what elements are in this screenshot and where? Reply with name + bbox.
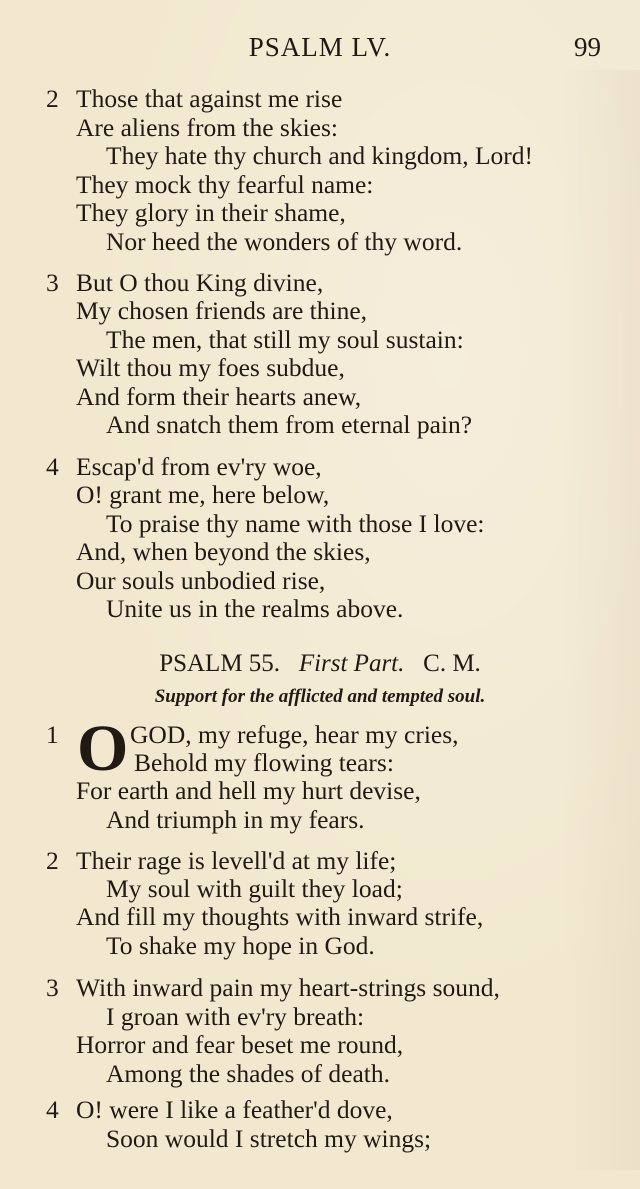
verse-line: Our souls unbodied rise, xyxy=(76,566,326,595)
verse-line: Wilt thou my foes subdue, xyxy=(76,353,345,382)
verse-line: Behold my flowing tears: xyxy=(134,748,394,777)
verse-line: Those that against me rise xyxy=(76,84,343,113)
verse-line: To praise thy name with those I love: xyxy=(106,509,485,538)
verse-line: O! grant me, here below, xyxy=(76,480,330,509)
verse-line: The men, that still my soul sustain: xyxy=(106,325,464,354)
verse-line: With inward pain my heart-strings sound, xyxy=(76,973,500,1002)
verse-line: They mock thy fearful name: xyxy=(76,170,374,199)
verse-line: Nor heed the wonders of thy word. xyxy=(106,227,463,256)
stanza-number: 2 xyxy=(46,84,59,113)
verse-line: And snatch them from eternal pain? xyxy=(106,410,473,439)
verse-line: And, when beyond the skies, xyxy=(76,537,371,566)
running-title: PSALM LV. xyxy=(248,32,392,62)
page-number: 99 xyxy=(574,32,601,62)
psalm-subtitle: Support for the afflicted and tempted soul. xyxy=(154,686,486,707)
verse-line: O! were I like a feather'd dove, xyxy=(76,1095,393,1124)
verse-line: But O thou King divine, xyxy=(76,268,324,297)
psalm-name: PSALM 55. xyxy=(159,650,281,677)
psalm-meter: C. M. xyxy=(423,650,481,677)
stanza-number: 3 xyxy=(46,268,59,297)
verse-line: Are aliens from the skies: xyxy=(76,113,339,142)
stanza-number: 4 xyxy=(46,1095,59,1124)
verse-line: Soon would I stretch my wings; xyxy=(106,1124,432,1153)
verse-line: To shake my hope in God. xyxy=(106,931,375,960)
page-shadow xyxy=(560,70,640,1170)
psalm-heading xyxy=(0,650,640,678)
verse-line: Their rage is levell'd at my life; xyxy=(76,846,397,875)
psalm-part: First Part. xyxy=(298,650,405,677)
verse-line: They glory in their shame, xyxy=(76,198,346,227)
verse-line: Horror and fear beset me round, xyxy=(76,1030,404,1059)
verse-line: My chosen friends are thine, xyxy=(76,296,368,325)
verse-line: And form their hearts anew, xyxy=(76,382,362,411)
stanza-number: 1 xyxy=(46,720,59,749)
verse-line: Unite us in the realms above. xyxy=(106,594,404,623)
drop-cap: O xyxy=(77,712,129,785)
stanza-number: 4 xyxy=(46,452,59,481)
verse-line: GOD, my refuge, hear my cries, xyxy=(130,720,459,749)
verse-line: My soul with guilt they load; xyxy=(106,874,403,903)
verse-line: I groan with ev'ry breath: xyxy=(106,1002,365,1031)
verse-line: They hate thy church and kingdom, Lord! xyxy=(106,141,534,170)
stanza-number: 3 xyxy=(46,973,59,1002)
stanza-number: 2 xyxy=(46,846,59,875)
verse-line: Escap'd from ev'ry woe, xyxy=(76,452,322,481)
verse-line: And triumph in my fears. xyxy=(106,805,365,834)
verse-line: For earth and hell my hurt devise, xyxy=(76,776,421,805)
verse-line: And fill my thoughts with inward strife, xyxy=(76,902,484,931)
verse-line: Among the shades of death. xyxy=(106,1059,390,1088)
